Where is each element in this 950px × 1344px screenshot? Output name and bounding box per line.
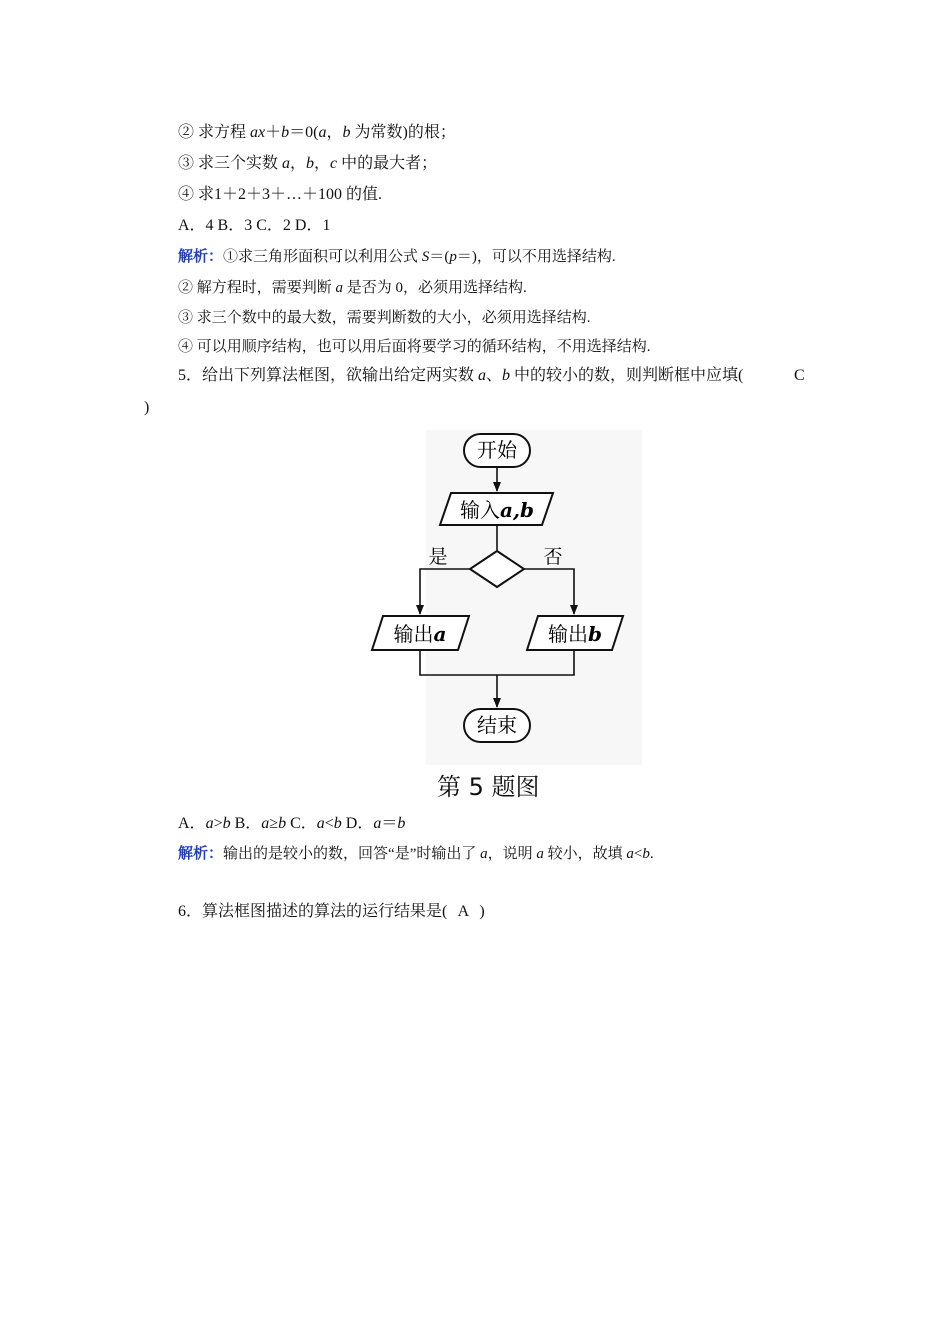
no-label: 否	[543, 546, 563, 568]
question-5-close-paren: )	[144, 399, 150, 416]
item-4: ④ 求1＋2＋3＋…＋100 的值.	[178, 186, 383, 203]
question-6-text: 6．算法框图描述的算法的运行结果是( A )	[178, 903, 485, 920]
solution-4-line-3: ③ 求三个数中的最大数，需要判断数的大小，必须用选择结构.	[178, 310, 591, 326]
question-4-options: A．4 B．3 C．2 D．1	[178, 217, 331, 234]
solution-4-line-4: ④ 可以用顺序结构，也可以用后面将要学习的循环结构，不用选择结构.	[178, 339, 651, 355]
question-5-answer: C	[794, 367, 805, 384]
item-2: ② 求方程 ax＋b＝0(a，b 为常数)的根；	[178, 124, 456, 141]
yes-label: 是	[428, 546, 448, 568]
end-label: 结束	[477, 713, 517, 737]
question-5-text: 5．给出下列算法框图，欲输出给定两实数 a、b 中的较小的数，则判断框中应填(	[178, 367, 744, 384]
solution-4-line-2: ② 解方程时，需要判断 a 是否为 0，必须用选择结构.	[178, 280, 527, 296]
solution-5: 解析：输出的是较小的数，回答“是”时输出了 a，说明 a 较小，故填 a<b.	[178, 846, 654, 862]
solution-label: 解析	[178, 846, 209, 862]
question-6-answer: A	[457, 903, 470, 920]
solution-label: 解析	[178, 249, 209, 265]
output-b-text: 输出b	[548, 622, 602, 646]
question-5-options: A．a>b B．a≥b C．a<b D．a＝b	[178, 815, 406, 832]
output-a-text: 输出a	[393, 622, 447, 646]
figure-caption: 第 5 题图	[437, 773, 540, 801]
solution-4-line-1: 解析：①求三角形面积可以利用公式 S＝(p＝)，可以不用选择结构.	[178, 249, 616, 265]
input-text: 输入a,b	[460, 498, 534, 522]
flowchart-background	[426, 430, 642, 765]
item-3: ③ 求三个实数 a，b，c 中的最大者；	[178, 155, 438, 172]
start-label: 开始	[477, 438, 517, 462]
